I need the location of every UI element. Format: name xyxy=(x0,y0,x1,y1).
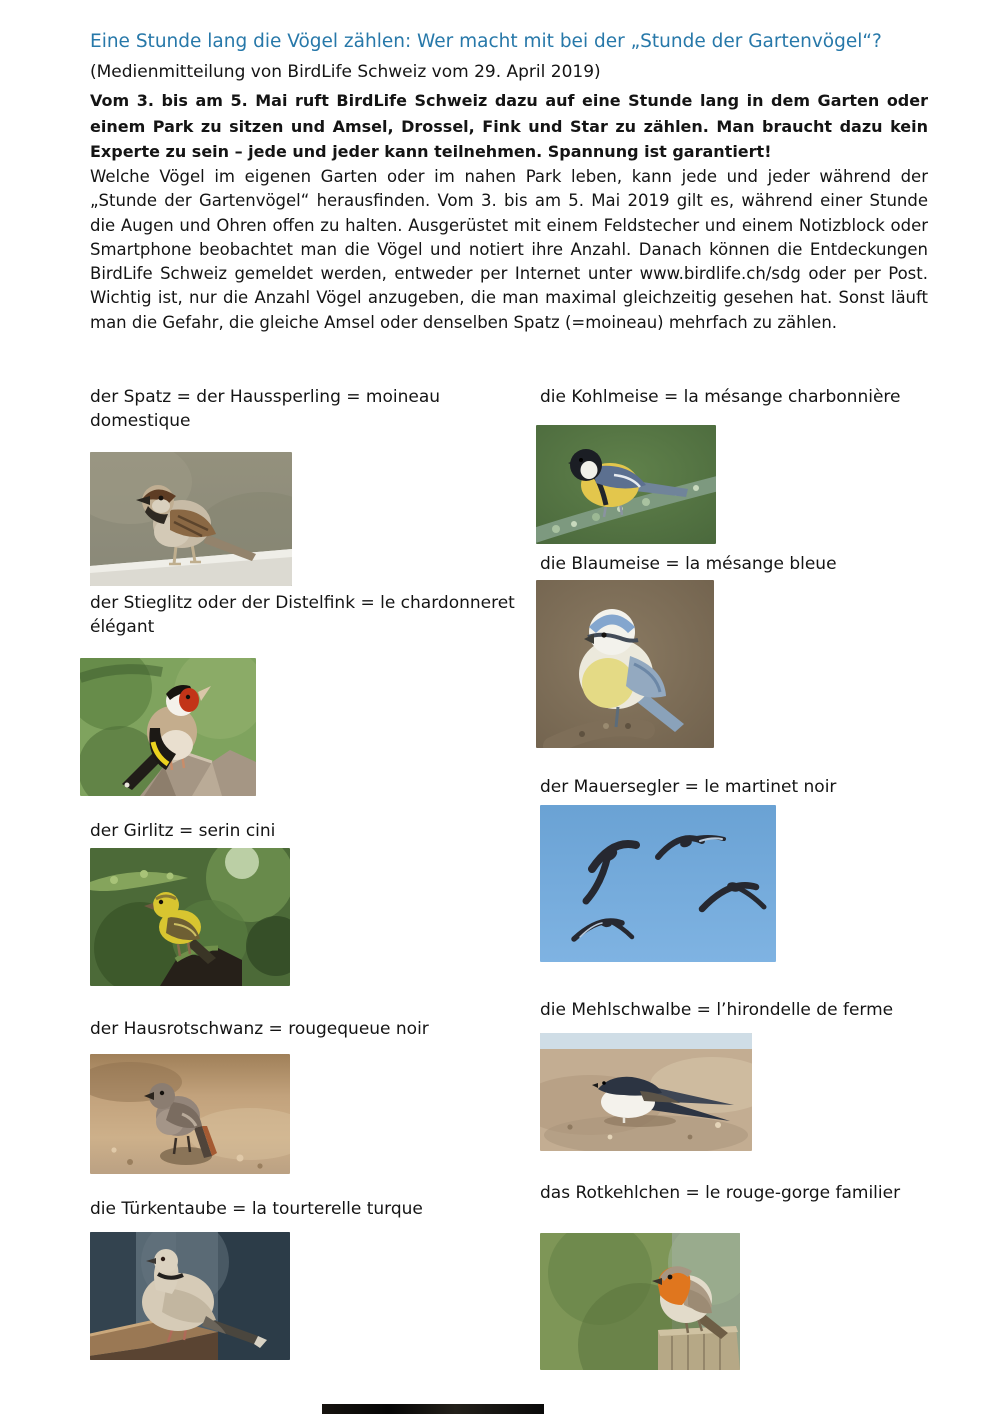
bird-label-hausrotschwanz: der Hausrotschwanz = rougequeue noir xyxy=(90,1019,429,1039)
bird-label-girlitz: der Girlitz = serin cini xyxy=(90,821,276,841)
bird-label-kohlmeise: die Kohlmeise = la mésange charbonnière xyxy=(540,387,901,407)
goldfinch-photo xyxy=(80,658,256,796)
bird-label-spatz: der Spatz = der Haussperling = moineau domestique xyxy=(90,387,441,431)
black-redstart-photo xyxy=(90,1054,290,1174)
house-sparrow-photo xyxy=(90,452,292,586)
page-title: Eine Stunde lang die Vögel zählen: Wer macht mit bei der „Stunde der Gartenvögel“? xyxy=(90,31,882,52)
next-photo-cropped-edge xyxy=(322,1404,544,1414)
blue-tit-photo xyxy=(536,580,714,748)
serin-photo xyxy=(90,848,290,986)
bird-label-blaumeise: die Blaumeise = la mésange bleue xyxy=(540,554,837,574)
intro-bold-paragraph: Vom 3. bis am 5. Mai ruft BirdLife Schweiz dazu auf eine Stunde lang in dem Garten oder einem Park zu sitzen und Amsel, Drossel, Fink und Star zu zählen. Man braucht dazu kein Experte zu sein – jede und jeder kann teilnehmen. Spannung ist garantiert! xyxy=(90,91,928,161)
bird-label-stieglitz: der Stieglitz oder der Distelfink = le chardonneret élégant xyxy=(90,593,515,637)
collared-dove-photo xyxy=(90,1232,290,1360)
media-release-line: (Medienmitteilung von BirdLife Schweiz vom 29. April 2019) xyxy=(90,62,601,82)
house-martin-photo xyxy=(540,1033,752,1151)
bird-label-rotkehlchen: das Rotkehlchen = le rouge-gorge familier xyxy=(540,1183,901,1203)
swifts-photo xyxy=(540,805,776,962)
intro-paragraph: Welche Vögel im eigenen Garten oder im nahen Park leben, kann jede und jeder während der „Stunde der Gartenvögel“ herausfinden. Vom 3. bis am 5. Mai 2019 gilt es, während einer Stunde die Augen und Ohren offen zu halten. Ausgerüstet mit einem Feldstecher und einem Notizblock oder Smartphone beobachtet man die Vögel und notiert ihre Anzahl. Danach können die Entdeckungen BirdLife Schweiz gemeldet werden, entweder per Internet unter www.birdlife.ch/sdg oder per Post. Wichtig ist, nur die Anzahl Vögel anzugeben, die man maximal gleichzeitig gesehen hat. Sonst läuft man die Gefahr, die gleiche Amsel oder denselben Spatz (=moineau) mehrfach zu zählen. xyxy=(90,167,928,332)
bird-label-mauersegler: der Mauersegler = le martinet noir xyxy=(540,777,837,797)
great-tit-photo xyxy=(536,425,716,544)
robin-photo xyxy=(540,1233,740,1370)
bird-label-mehlschwalbe: die Mehlschwalbe = l’hirondelle de ferme xyxy=(540,1000,894,1020)
bird-label-tuerkentaube: die Türkentaube = la tourterelle turque xyxy=(90,1199,423,1219)
